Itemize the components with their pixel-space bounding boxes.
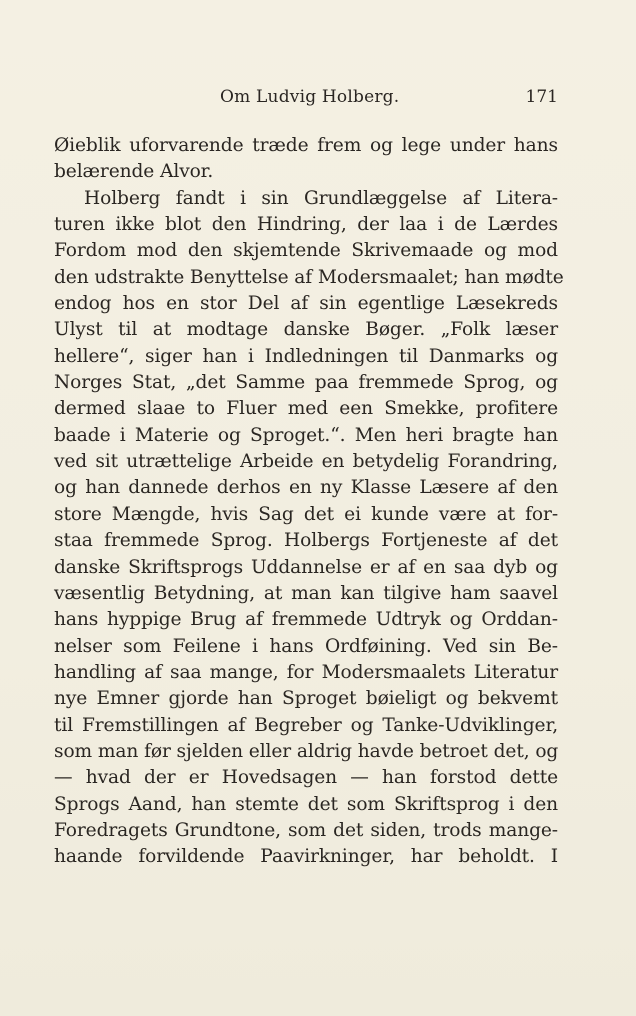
text-line: Norges Stat, „det Samme paa fremmede Sprog, og [54, 372, 558, 394]
text-line: væsentlig Betydning, at man kan tilgive ham saavel [54, 582, 558, 604]
text-line: endog hos en stor Del af sin egentlige Læsekreds [54, 293, 558, 315]
text-line: den udstrakte Benyttelse af Modersmaalet; han mødte [54, 266, 564, 288]
text-line: Sprogs Aand, han stemte det som Skriftsprog i den [54, 793, 558, 815]
text-line: Ulyst til at modtage danske Bøger. „Folk læser [54, 319, 558, 341]
text-line: turen ikke blot den Hindring, der laa i de Lærdes [54, 214, 558, 236]
text-line: danske Skriftsprogs Uddannelse er af en saa dyb og [54, 556, 558, 578]
text-line: Fordom mod den skjemtende Skrivemaade og mod [54, 240, 558, 262]
text-line: — hvad der er Hovedsagen — han forstod dette [54, 767, 558, 789]
text-line: baade i Materie og Sproget.“. Men heri bragte han [54, 424, 558, 446]
body-text [54, 133, 564, 871]
text-line: nye Emner gjorde han Sproget bøieligt og bekvemt [54, 688, 558, 710]
text-line: handling af saa mange, for Modersmaalets Literatur [54, 661, 558, 683]
text-line: belærende Alvor. [54, 161, 214, 183]
text-line: hans hyppige Brug af fremmede Udtryk og Orddan- [54, 609, 558, 631]
text-line: haande forvildende Paavirkninger, har beholdt. I [54, 846, 558, 868]
running-head [54, 86, 558, 108]
text-line: til Fremstillingen af Begreber og Tanke-Udviklinger, [54, 714, 558, 736]
text-line: og han dannede derhos en ny Klasse Læsere af den [54, 477, 558, 499]
text-line: dermed slaae to Fluer med een Smekke, profitere [54, 398, 558, 420]
text-line: nelser som Feilene i hans Ordføining. Ved sin Be- [54, 635, 558, 657]
text-line: Holberg fandt i sin Grundlæggelse af Litera- [84, 187, 558, 209]
page-number: 171 [525, 87, 558, 107]
text-line: staa fremmede Sprog. Holbergs Fortjeneste af det [54, 530, 558, 552]
text-line: hellere“, siger han i Indledningen til Danmarks og [54, 345, 558, 367]
running-head-title: Om Ludvig Holberg. [220, 87, 400, 107]
text-line: Foredragets Grundtone, som det siden, trods mange- [54, 819, 558, 841]
text-line: Øieblik uforvarende træde frem og lege under hans [54, 135, 558, 156]
text-line: store Mængde, hvis Sag det ei kunde være at for- [54, 503, 558, 525]
text-line: ved sit utrættelige Arbeide en betydelig Forandring, [54, 451, 558, 473]
text-line: som man før sjelden eller aldrig havde betroet det, og [54, 740, 559, 762]
